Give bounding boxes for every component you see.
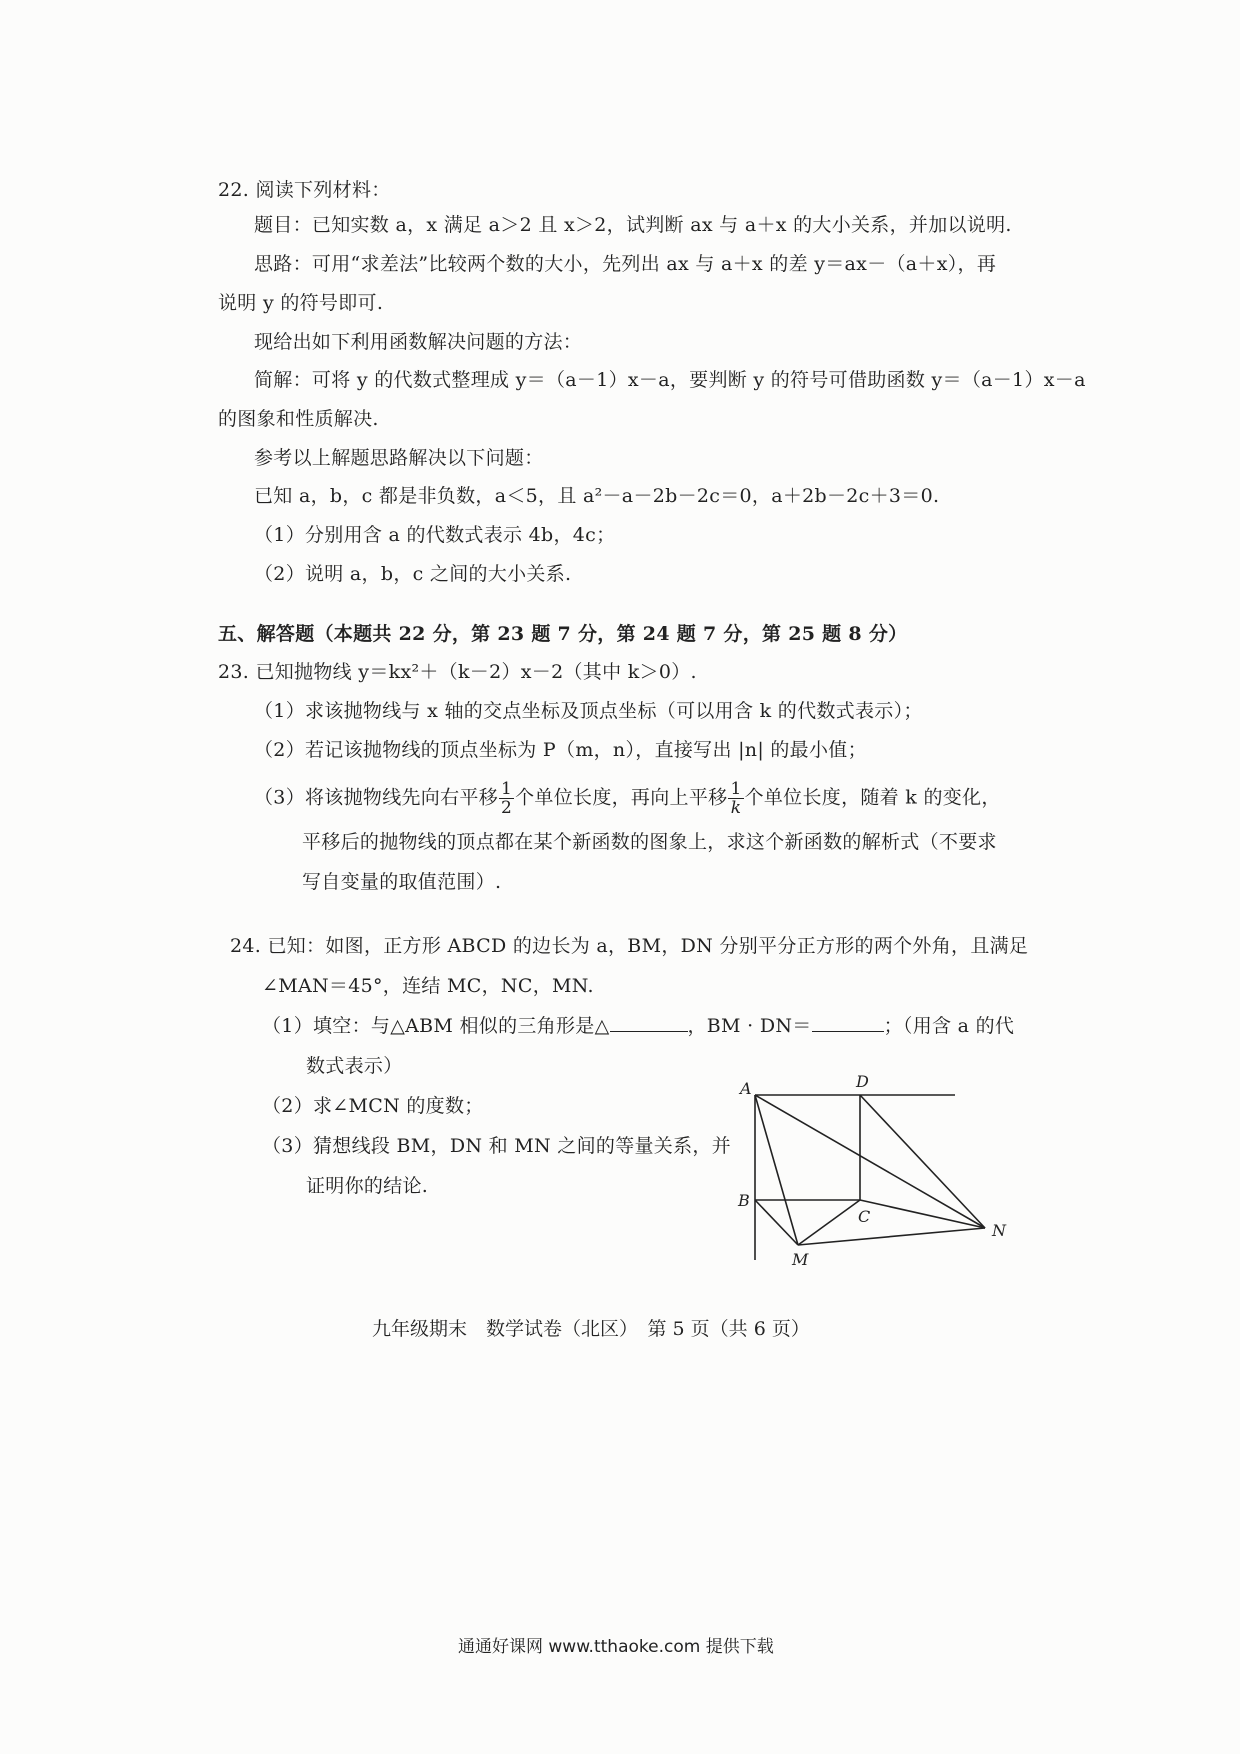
label-n: N [992, 1221, 1006, 1240]
fraction-one-half [499, 780, 514, 817]
answer-blank-product[interactable] [812, 1013, 884, 1032]
fraction-one-over-k [728, 780, 743, 817]
fraction-denominator: 2 [501, 798, 513, 818]
q22-solution-line1: 简解：可将 y 的代数式整理成 y＝（a－1）x－a，要判断 y 的符号可借助函数 y＝（a－1）x－a [254, 369, 1086, 391]
label-b: B [738, 1191, 750, 1210]
label-d: D [856, 1072, 869, 1091]
q24-part1-text-a: （1）填空：与△ABM 相似的三角形是△ [262, 1015, 610, 1037]
q22-idea-line2: 说明 y 的符号即可. [218, 292, 384, 314]
q22-part1: （1）分别用含 a 的代数式表示 4b，4c； [254, 524, 616, 546]
q24-title-line2: ∠MAN＝45°，连结 MC，NC，MN. [262, 975, 594, 997]
section5-heading: 五、解答题（本题共 22 分，第 23 题 7 分，第 24 题 7 分，第 25 题 8 分） [218, 623, 908, 645]
segment-nc [860, 1200, 985, 1228]
site-credit: 通通好课网 www.tthaoke.com 提供下载 [458, 1637, 774, 1657]
label-c: C [858, 1207, 871, 1226]
q22-idea-line1: 思路：可用“求差法”比较两个数的大小，先列出 ax 与 a＋x 的差 y＝ax－（a＋x），再 [254, 253, 997, 275]
q22-problem: 题目：已知实数 a，x 满足 a＞2 且 x＞2，试判断 ax 与 a＋x 的大小关系，并加以说明. [254, 214, 1012, 236]
segment-mc [798, 1200, 860, 1245]
q22-part2: （2）说明 a，b，c 之间的大小关系. [254, 563, 572, 585]
q23-part3-text-b: 个单位长度，再向上平移 [515, 786, 728, 809]
q22-given: 已知 a，b，c 都是非负数，a＜5，且 a²－a－2b－2c＝0，a＋2b－2c＋3＝0. [254, 485, 940, 507]
q24-part1-line2: 数式表示） [306, 1055, 403, 1077]
q24-part1-text-c: ；（用含 a 的代 [883, 1015, 1015, 1037]
q24-part2: （2）求∠MCN 的度数； [262, 1095, 484, 1117]
q24-part1-text-b: ，BM · DN＝ [687, 1015, 812, 1037]
fraction-numerator: 1 [730, 779, 742, 799]
q23-part3-line3: 写自变量的取值范围）. [302, 871, 502, 893]
q23-part1: （1）求该抛物线与 x 轴的交点坐标及顶点坐标（可以用含 k 的代数式表示）； [254, 700, 923, 722]
q24-part1-line1 [262, 1012, 1014, 1040]
q23-part3-text-c: 个单位长度，随着 k 的变化， [744, 786, 1001, 809]
segment-dn [860, 1095, 985, 1228]
page-footer: 九年级期末 数学试卷（北区） 第 5 页（共 6 页） [372, 1318, 810, 1340]
fraction-denominator: k [730, 798, 742, 818]
q23-part3-text-a: （3）将该抛物线先向右平移 [254, 786, 498, 809]
segment-mn [798, 1228, 985, 1245]
q24-part3-line2: 证明你的结论. [306, 1175, 429, 1197]
q23-part3-line1 [254, 780, 1001, 817]
q23-title: 23. 已知抛物线 y＝kx²＋（k－2）x－2（其中 k＞0）. [218, 661, 697, 683]
q24-part3-line1: （3）猜想线段 BM，DN 和 MN 之间的等量关系，并 [262, 1135, 732, 1157]
label-m: M [792, 1250, 809, 1269]
fraction-numerator: 1 [501, 779, 513, 799]
q23-part2: （2）若记该抛物线的顶点坐标为 P（m，n），直接写出 |n| 的最小值； [254, 739, 867, 761]
square-geometry-figure [730, 1060, 1010, 1270]
answer-blank-triangle[interactable] [610, 1013, 688, 1032]
q22-title: 22. 阅读下列材料： [218, 179, 391, 201]
label-a: A [740, 1079, 752, 1098]
q24-title-line1: 24. 已知：如图，正方形 ABCD 的边长为 a，BM，DN 分别平分正方形的两个外角，且满足 [230, 935, 1029, 957]
q23-part3-line2: 平移后的抛物线的顶点都在某个新函数的图象上，求这个新函数的解析式（不要求 [302, 831, 997, 853]
q22-reference: 参考以上解题思路解决以下问题： [254, 447, 544, 469]
q22-method-intro: 现给出如下利用函数解决问题的方法： [254, 331, 583, 353]
q22-solution-line2: 的图象和性质解决. [218, 408, 379, 430]
